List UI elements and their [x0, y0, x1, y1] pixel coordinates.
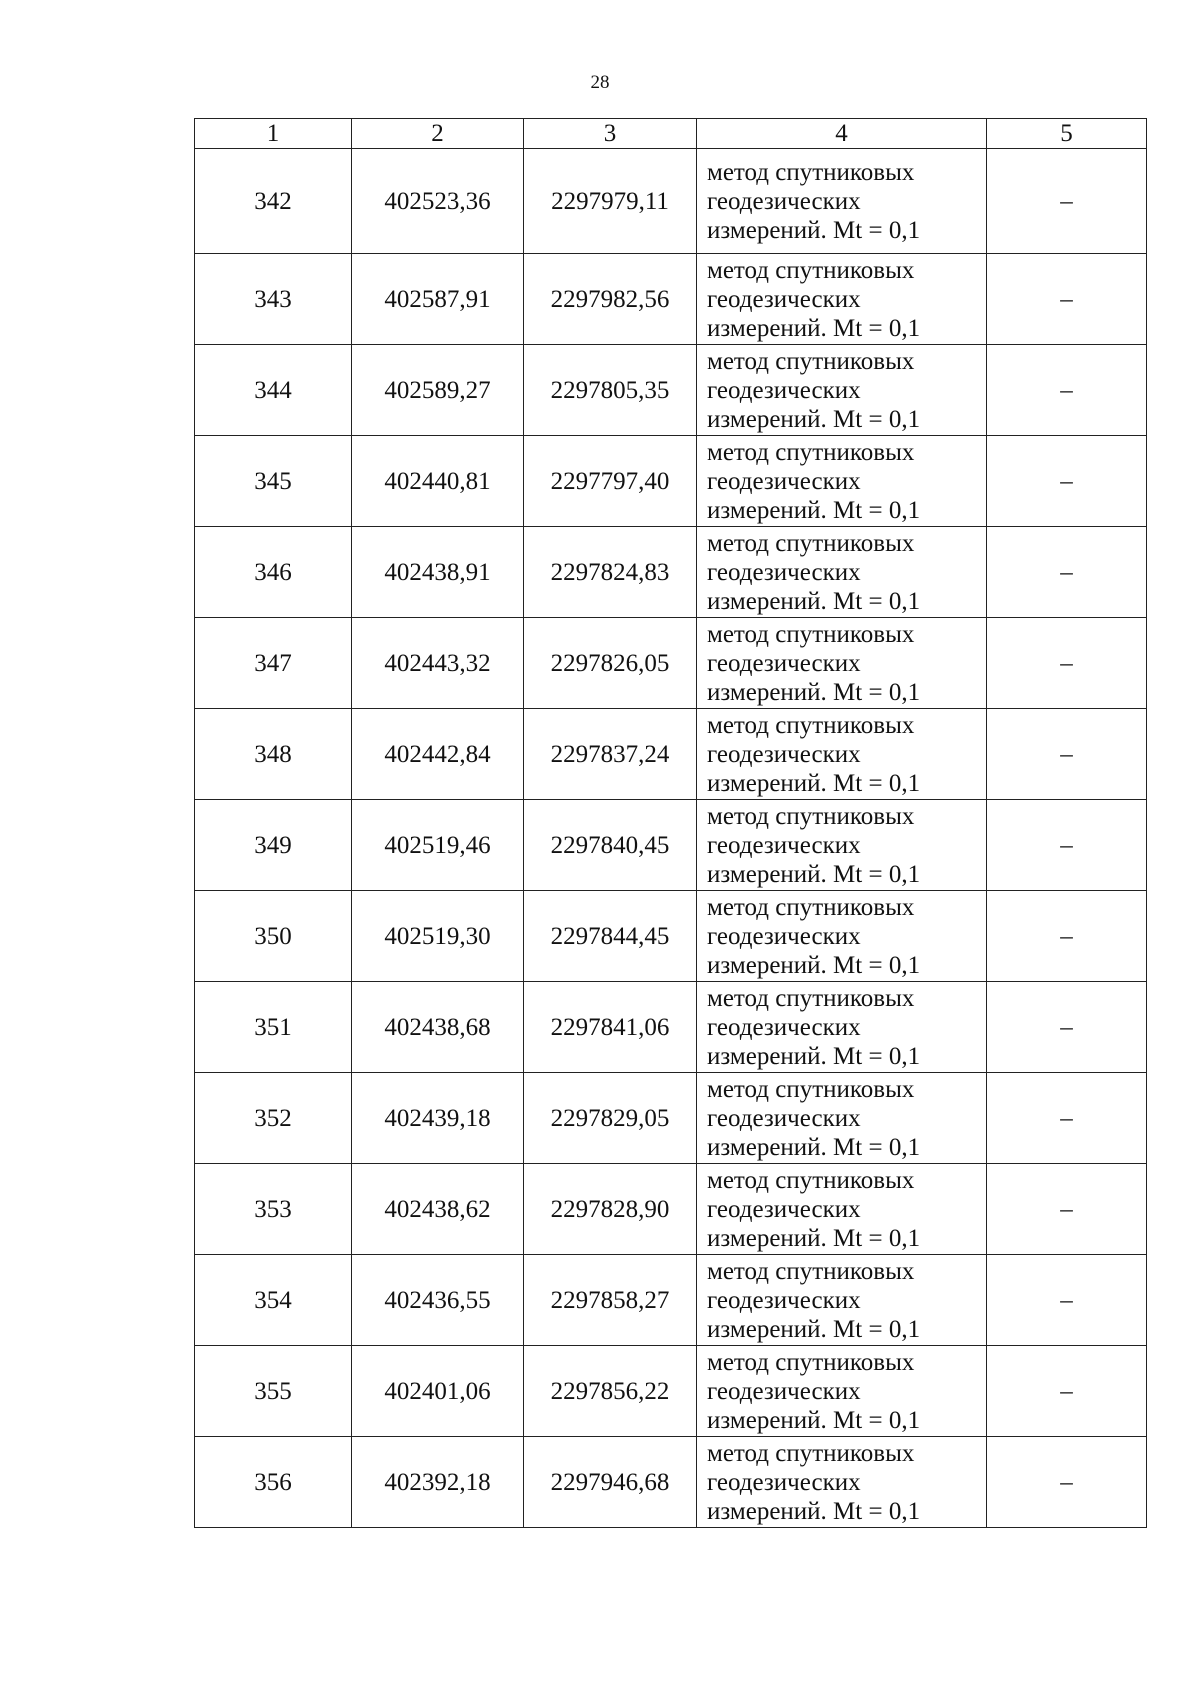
method-cell: [697, 1437, 987, 1528]
description-cell: –: [987, 1346, 1147, 1437]
y-coordinate-cell: 2297826,05: [524, 618, 697, 709]
method-text-line: геодезических: [707, 740, 861, 768]
point-number-cell: 356: [195, 1437, 352, 1528]
y-coordinate-cell: 2297828,90: [524, 1164, 697, 1255]
column-header: 5: [987, 119, 1147, 149]
description-cell: –: [987, 1073, 1147, 1164]
method-text-line: метод спутниковых: [707, 158, 915, 186]
y-coordinate-cell: 2297841,06: [524, 982, 697, 1073]
method-text-line: метод спутниковых: [707, 711, 915, 739]
description-cell: –: [987, 345, 1147, 436]
method-text-line: измерений. Mt = 0,1: [707, 1315, 921, 1343]
method-text-line: метод спутниковых: [707, 529, 915, 557]
table-row: [195, 149, 1147, 254]
x-coordinate-cell: 402436,55: [352, 1255, 524, 1346]
method-text-line: измерений. Mt = 0,1: [707, 314, 921, 342]
method-text-line: геодезических: [707, 376, 861, 404]
method-text-line: измерений. Mt = 0,1: [707, 769, 921, 797]
method-text-line: геодезических: [707, 1013, 861, 1041]
method-text-line: геодезических: [707, 922, 861, 950]
point-number-cell: 349: [195, 800, 352, 891]
x-coordinate-cell: 402392,18: [352, 1437, 524, 1528]
method-text-line: метод спутниковых: [707, 256, 915, 284]
method-cell: [697, 982, 987, 1073]
method-cell: [697, 149, 987, 254]
table-row: [195, 254, 1147, 345]
method-text-line: измерений. Mt = 0,1: [707, 216, 921, 244]
coordinates-table: [194, 118, 1147, 1528]
x-coordinate-cell: 402589,27: [352, 345, 524, 436]
table-row: [195, 709, 1147, 800]
method-text-line: метод спутниковых: [707, 438, 915, 466]
table-row: [195, 345, 1147, 436]
y-coordinate-cell: 2297805,35: [524, 345, 697, 436]
point-number-cell: 352: [195, 1073, 352, 1164]
method-text-line: геодезических: [707, 831, 861, 859]
table-row: [195, 1255, 1147, 1346]
x-coordinate-cell: 402442,84: [352, 709, 524, 800]
method-text-line: измерений. Mt = 0,1: [707, 587, 921, 615]
method-text-line: измерений. Mt = 0,1: [707, 860, 921, 888]
table-row: [195, 1164, 1147, 1255]
point-number-cell: 347: [195, 618, 352, 709]
description-cell: –: [987, 982, 1147, 1073]
table-row: [195, 618, 1147, 709]
method-text-line: измерений. Mt = 0,1: [707, 1133, 921, 1161]
table-row: [195, 982, 1147, 1073]
method-text-line: метод спутниковых: [707, 1439, 915, 1467]
x-coordinate-cell: 402439,18: [352, 1073, 524, 1164]
description-cell: –: [987, 149, 1147, 254]
table-row: [195, 891, 1147, 982]
point-number-cell: 354: [195, 1255, 352, 1346]
method-text-line: измерений. Mt = 0,1: [707, 405, 921, 433]
description-cell: –: [987, 800, 1147, 891]
y-coordinate-cell: 2297797,40: [524, 436, 697, 527]
y-coordinate-cell: 2297979,11: [524, 149, 697, 254]
method-text-line: метод спутниковых: [707, 1257, 915, 1285]
y-coordinate-cell: 2297844,45: [524, 891, 697, 982]
method-text-line: геодезических: [707, 285, 861, 313]
method-text-line: измерений. Mt = 0,1: [707, 678, 921, 706]
y-coordinate-cell: 2297837,24: [524, 709, 697, 800]
table-row: [195, 527, 1147, 618]
method-text-line: геодезических: [707, 1286, 861, 1314]
x-coordinate-cell: 402443,32: [352, 618, 524, 709]
column-header: 4: [697, 119, 987, 149]
x-coordinate-cell: 402438,91: [352, 527, 524, 618]
description-cell: –: [987, 1437, 1147, 1528]
y-coordinate-cell: 2297982,56: [524, 254, 697, 345]
description-cell: –: [987, 254, 1147, 345]
y-coordinate-cell: 2297856,22: [524, 1346, 697, 1437]
method-text-line: метод спутниковых: [707, 347, 915, 375]
point-number-cell: 342: [195, 149, 352, 254]
method-text-line: измерений. Mt = 0,1: [707, 1497, 921, 1525]
description-cell: –: [987, 1164, 1147, 1255]
y-coordinate-cell: 2297858,27: [524, 1255, 697, 1346]
x-coordinate-cell: 402519,46: [352, 800, 524, 891]
description-cell: –: [987, 1255, 1147, 1346]
method-text-line: геодезических: [707, 187, 861, 215]
method-cell: [697, 1073, 987, 1164]
method-text-line: геодезических: [707, 1195, 861, 1223]
x-coordinate-cell: 402401,06: [352, 1346, 524, 1437]
y-coordinate-cell: 2297829,05: [524, 1073, 697, 1164]
method-text-line: метод спутниковых: [707, 1166, 915, 1194]
description-cell: –: [987, 891, 1147, 982]
x-coordinate-cell: 402523,36: [352, 149, 524, 254]
method-text-line: геодезических: [707, 558, 861, 586]
method-cell: [697, 1346, 987, 1437]
point-number-cell: 344: [195, 345, 352, 436]
method-text-line: геодезических: [707, 467, 861, 495]
point-number-cell: 350: [195, 891, 352, 982]
method-cell: [697, 1164, 987, 1255]
table-row: [195, 1437, 1147, 1528]
point-number-cell: 345: [195, 436, 352, 527]
method-text-line: метод спутниковых: [707, 620, 915, 648]
method-text-line: геодезических: [707, 1104, 861, 1132]
point-number-cell: 353: [195, 1164, 352, 1255]
method-cell: [697, 254, 987, 345]
x-coordinate-cell: 402519,30: [352, 891, 524, 982]
method-text-line: метод спутниковых: [707, 1348, 915, 1376]
method-text-line: метод спутниковых: [707, 984, 915, 1012]
method-cell: [697, 800, 987, 891]
method-cell: [697, 891, 987, 982]
method-cell: [697, 345, 987, 436]
description-cell: –: [987, 436, 1147, 527]
y-coordinate-cell: 2297824,83: [524, 527, 697, 618]
method-text-line: измерений. Mt = 0,1: [707, 951, 921, 979]
method-text-line: измерений. Mt = 0,1: [707, 1224, 921, 1252]
method-text-line: метод спутниковых: [707, 893, 915, 921]
x-coordinate-cell: 402440,81: [352, 436, 524, 527]
method-cell: [697, 618, 987, 709]
page-number: 28: [590, 72, 610, 93]
point-number-cell: 355: [195, 1346, 352, 1437]
method-cell: [697, 436, 987, 527]
description-cell: –: [987, 709, 1147, 800]
point-number-cell: 351: [195, 982, 352, 1073]
column-header: 3: [524, 119, 697, 149]
description-cell: –: [987, 618, 1147, 709]
method-text-line: измерений. Mt = 0,1: [707, 1042, 921, 1070]
method-cell: [697, 1255, 987, 1346]
method-cell: [697, 709, 987, 800]
header-row: [195, 119, 1147, 149]
point-number-cell: 346: [195, 527, 352, 618]
table-row: [195, 800, 1147, 891]
method-text-line: метод спутниковых: [707, 802, 915, 830]
x-coordinate-cell: 402438,62: [352, 1164, 524, 1255]
column-header: 2: [352, 119, 524, 149]
method-text-line: геодезических: [707, 1377, 861, 1405]
method-text-line: геодезических: [707, 649, 861, 677]
point-number-cell: 348: [195, 709, 352, 800]
table-row: [195, 1073, 1147, 1164]
x-coordinate-cell: 402438,68: [352, 982, 524, 1073]
table-row: [195, 436, 1147, 527]
table-row: [195, 1346, 1147, 1437]
table-body: [195, 119, 1147, 1528]
description-cell: –: [987, 527, 1147, 618]
point-number-cell: 343: [195, 254, 352, 345]
method-cell: [697, 527, 987, 618]
x-coordinate-cell: 402587,91: [352, 254, 524, 345]
method-text-line: измерений. Mt = 0,1: [707, 1406, 921, 1434]
column-header: 1: [195, 119, 352, 149]
method-text-line: метод спутниковых: [707, 1075, 915, 1103]
method-text-line: измерений. Mt = 0,1: [707, 496, 921, 524]
y-coordinate-cell: 2297946,68: [524, 1437, 697, 1528]
method-text-line: геодезических: [707, 1468, 861, 1496]
y-coordinate-cell: 2297840,45: [524, 800, 697, 891]
